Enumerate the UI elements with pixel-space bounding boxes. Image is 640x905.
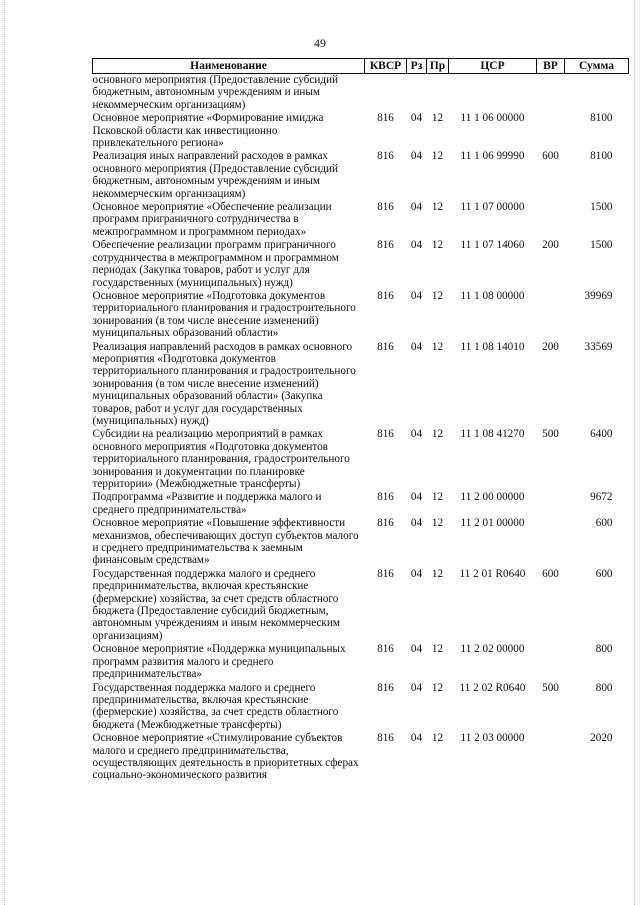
cell-csr: 11 2 02 R0640 (459, 681, 526, 694)
cell-pr: 12 (431, 517, 444, 530)
cell-kvsr: 816 (377, 732, 394, 745)
table-row (93, 682, 629, 733)
cell-sum: 9672 (590, 491, 613, 504)
cell-sum: 600 (595, 517, 613, 530)
table-row (93, 732, 629, 783)
cell-sum: 1500 (590, 201, 613, 214)
cell-kvsr: 816 (377, 681, 394, 694)
cell-vr (537, 491, 565, 517)
cell-rz: 04 (410, 643, 423, 656)
table-row (93, 201, 629, 239)
cell-rz: 04 (410, 201, 423, 214)
cell-vr (537, 517, 565, 568)
table-row (93, 150, 629, 201)
cell-rz: 04 (410, 732, 423, 745)
cell-rz: 04 (410, 681, 423, 694)
cell-csr: 11 1 08 00000 (460, 289, 525, 302)
cell-pr: 12 (431, 428, 444, 441)
cell-vr (537, 732, 565, 783)
table-row (93, 341, 629, 429)
cell-kvsr (365, 74, 407, 113)
header-name: Наименование (93, 59, 365, 74)
cell-vr: 500 (542, 428, 559, 441)
cell-rz: 04 (410, 112, 423, 125)
cell-vr (537, 290, 565, 341)
cell-kvsr: 816 (377, 491, 394, 504)
cell-pr: 12 (431, 732, 444, 745)
cell-vr: 200 (542, 239, 559, 252)
cell-kvsr: 816 (377, 289, 394, 302)
table-row (93, 517, 629, 568)
cell-csr: 11 2 02 00000 (460, 643, 525, 656)
cell-sum: 8100 (590, 150, 613, 163)
budget-table (92, 58, 629, 783)
cell-name: Основное мероприятие «Повышение эффективности механизмов, обеспечивающих доступ субъектов малого и среднего предпринимательства к заемным финансовым средствам» (92, 517, 359, 567)
table-row (93, 239, 629, 290)
table-header-row (93, 59, 629, 74)
cell-rz: 04 (410, 517, 423, 530)
table-row (93, 290, 629, 341)
cell-sum: 800 (595, 643, 613, 656)
cell-name: Субсидии на реализацию мероприятий в рамках основного мероприятия «Подготовка документов территориального планирования, градостроительного зонирования и документации по планировке территории» (Межбюджетные трансферты) (92, 428, 350, 490)
cell-csr: 11 2 03 00000 (460, 732, 525, 745)
cell-pr: 12 (431, 340, 444, 353)
cell-name: Основное мероприятие «Поддержка муниципальных программ развития малого и среднего предпринимательства» (92, 643, 346, 681)
cell-pr: 12 (431, 150, 444, 163)
cell-name: Реализация направлений расходов в рамках основного мероприятия «Подготовка документов территориального планирования и градостроительного зонирования (в том числе внесение изменений) муниципальных образований области» (Закупка товаров, работ и услуг для государственных (муниципальных) нужд) (92, 340, 356, 427)
cell-rz: 04 (410, 340, 423, 353)
cell-csr: 11 2 00 00000 (460, 491, 525, 504)
cell-sum (565, 74, 629, 113)
cell-kvsr: 816 (377, 517, 394, 530)
cell-csr: 11 1 08 14010 (460, 340, 525, 353)
cell-vr: 600 (542, 567, 559, 580)
cell-csr (449, 74, 537, 113)
cell-name: Государственная поддержка малого и среднего предпринимательства, включая крестьянские (фермерские) хозяйства, за счет средств областного бюджета (Предоставление субсидий бюджетным, автономным учреждениям и иным некоммерческим организациям) (92, 567, 340, 642)
cell-sum: 8100 (590, 112, 613, 125)
cell-sum: 39969 (584, 289, 613, 302)
cell-name: Основное мероприятие «Подготовка документов территориального планирования и градостроительного зонирования (в том числе внесение изменений) муниципальных образований области» (92, 289, 356, 340)
cell-sum: 6400 (590, 428, 613, 441)
cell-name: Государственная поддержка малого и среднего предпринимательства, включая крестьянские (фермерские) хозяйства, за счет средств областного бюджета (Межбюджетные трансферты) (92, 681, 339, 731)
cell-vr: 200 (542, 340, 559, 353)
cell-kvsr: 816 (377, 239, 394, 252)
table-row (93, 428, 629, 491)
cell-name: Основное мероприятие «Стимулирование субъектов малого и среднего предпринимательства, осуществляющих деятельность в приоритетных сферах социально-экономического развития (92, 732, 359, 782)
cell-sum: 33569 (584, 340, 613, 353)
table-row (93, 491, 629, 517)
cell-pr: 12 (431, 112, 444, 125)
cell-rz: 04 (410, 428, 423, 441)
table-row (93, 643, 629, 681)
cell-vr (537, 112, 565, 150)
cell-pr (427, 74, 449, 113)
cell-pr: 12 (431, 681, 444, 694)
header-rz: Рз (407, 59, 427, 74)
cell-csr: 11 1 06 00000 (460, 112, 525, 125)
cell-rz: 04 (410, 567, 423, 580)
table-row (93, 112, 629, 150)
cell-name: Подпрограмма «Развитие и поддержка малого и среднего предпринимательства» (92, 491, 322, 516)
cell-pr: 12 (431, 567, 444, 580)
cell-name: Обеспечение реализации программ приграничного сотрудничества в межпрограммном и программном периодах (Закупка товаров, работ и услуг для государственных (муниципальных) нужд) (92, 239, 339, 289)
cell-rz: 04 (410, 239, 423, 252)
cell-kvsr: 816 (377, 201, 394, 214)
cell-kvsr: 816 (377, 150, 394, 163)
scan-edge-right (634, 0, 636, 905)
cell-kvsr: 816 (377, 428, 394, 441)
cell-pr: 12 (431, 239, 444, 252)
cell-kvsr: 816 (377, 112, 394, 125)
cell-vr (537, 643, 565, 681)
header-pr: Пр (427, 59, 449, 74)
cell-pr: 12 (431, 643, 444, 656)
cell-kvsr: 816 (377, 643, 394, 656)
cell-csr: 11 1 08 41270 (460, 428, 525, 441)
cell-rz: 04 (410, 150, 423, 163)
cell-kvsr: 816 (377, 340, 394, 353)
table-row (93, 568, 629, 643)
header-sum: Сумма (565, 59, 629, 74)
cell-vr: 500 (542, 681, 559, 694)
header-vr: ВР (537, 59, 565, 74)
cell-pr: 12 (431, 289, 444, 302)
cell-pr: 12 (431, 491, 444, 504)
header-csr: ЦСР (449, 59, 537, 74)
cell-csr: 11 1 07 14060 (460, 239, 525, 252)
cell-name: Реализация иных направлений расходов в рамках основного мероприятия (Предоставление субсидий бюджетным, автономным учреждениям и иным некоммерческим организациям) (92, 150, 338, 200)
cell-name: Основное мероприятие «Обеспечение реализации программ приграничного сотрудничества в межпрограммном и программном периодах» (92, 201, 332, 238)
cell-sum: 1500 (590, 239, 613, 252)
cell-csr: 11 2 01 00000 (460, 517, 525, 530)
cell-csr: 11 2 01 R0640 (459, 567, 526, 580)
scan-edge-left (4, 0, 6, 905)
cell-name: основного мероприятия (Предоставление субсидий бюджетным, автономным учреждениям и иным некоммерческим организациям) (92, 74, 338, 111)
cell-rz: 04 (410, 289, 423, 302)
header-kvsr: КВСР (365, 59, 407, 74)
cell-rz (407, 74, 427, 113)
cell-name: Основное мероприятие «Формирование имиджа Псковской области как инвестиционно привлекательного региона» (92, 112, 324, 150)
cell-kvsr: 816 (377, 567, 394, 580)
table-row (93, 74, 629, 113)
cell-pr: 12 (431, 201, 444, 214)
page-number: 49 (314, 36, 326, 50)
cell-sum: 800 (595, 681, 613, 694)
cell-vr (537, 201, 565, 239)
cell-sum: 600 (595, 567, 613, 580)
cell-sum: 2020 (590, 732, 613, 745)
cell-vr: 600 (542, 150, 559, 163)
cell-vr (537, 74, 565, 113)
cell-rz: 04 (410, 491, 423, 504)
cell-csr: 11 1 07 00000 (460, 201, 525, 214)
cell-csr: 11 1 06 99990 (460, 150, 525, 163)
table-body (93, 74, 629, 783)
